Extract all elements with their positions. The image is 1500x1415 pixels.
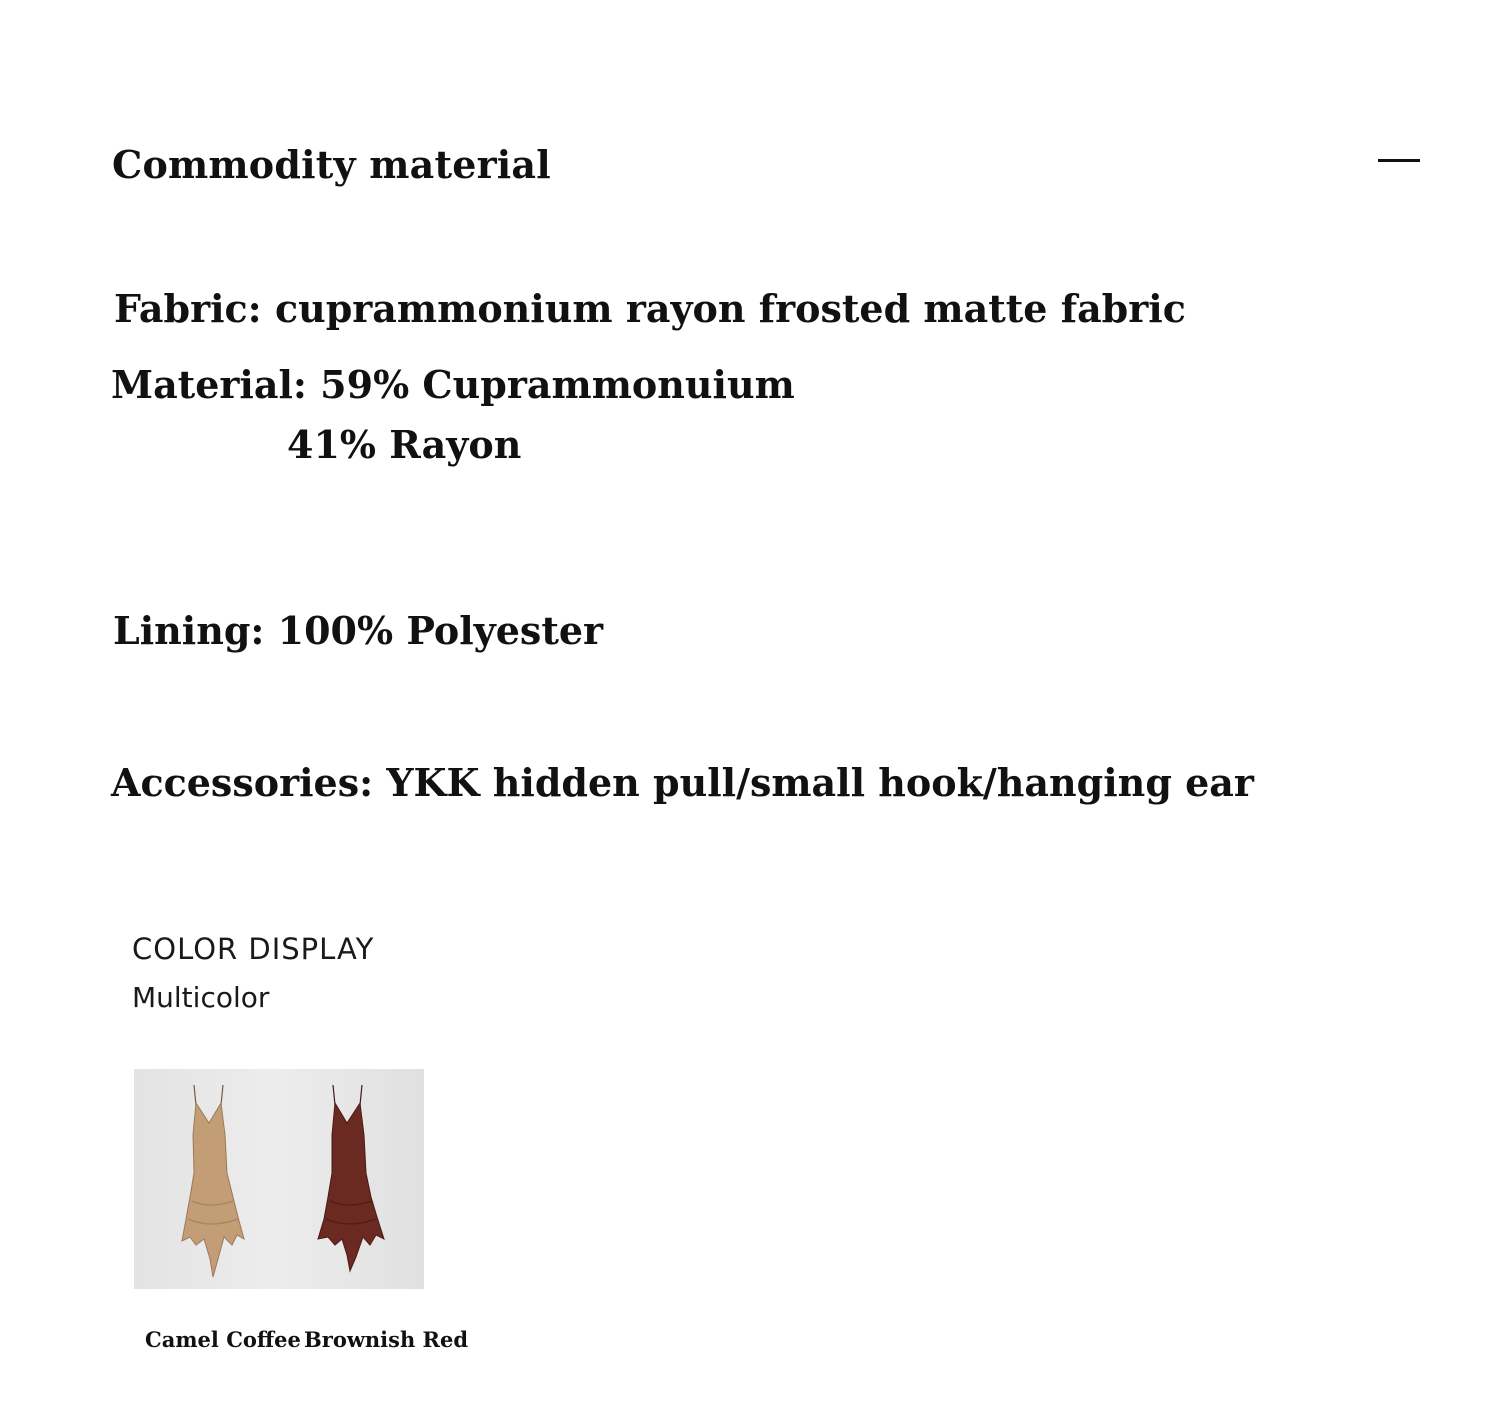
dress-brownish-red <box>318 1085 384 1271</box>
color-display-subheading: Multicolor <box>132 981 270 1014</box>
fabric-spec: Fabric: cuprammonium rayon frosted matte fabric <box>114 286 1186 331</box>
dress-red-body <box>318 1103 384 1271</box>
color-swatch-image <box>134 1069 424 1289</box>
collapse-button[interactable] <box>1366 138 1432 186</box>
section-title: Commodity material <box>112 142 551 187</box>
material-spec-line-2: 41% Rayon <box>287 422 522 467</box>
dress-camel-coffee <box>182 1085 244 1277</box>
dress-camel-body <box>182 1103 244 1277</box>
color-display-heading: COLOR DISPLAY <box>132 932 375 966</box>
material-spec-line-1: Material: 59% Cuprammonuium <box>111 362 795 407</box>
accessories-spec: Accessories: YKK hidden pull/small hook/hanging ear <box>111 760 1254 805</box>
swatch-label-brownish-red: Brownish Red <box>304 1327 469 1352</box>
swatch-label-camel-coffee: Camel Coffee <box>145 1327 301 1352</box>
minus-icon <box>1378 159 1420 162</box>
lining-spec: Lining: 100% Polyester <box>113 608 604 653</box>
